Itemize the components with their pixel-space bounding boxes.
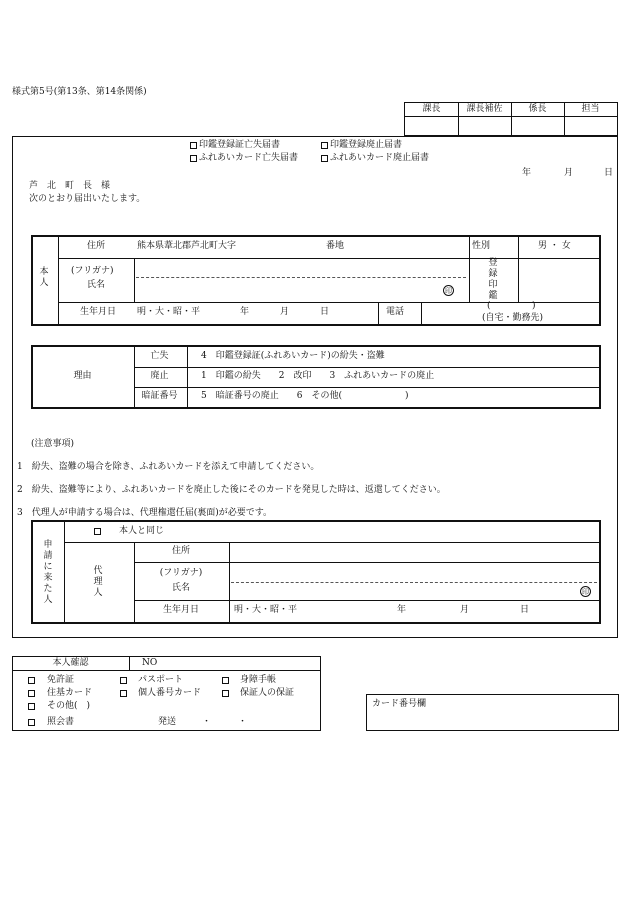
id-label-juki: 住基カード xyxy=(47,688,93,698)
date-month: 月 xyxy=(564,168,574,178)
approval-col-section-chief: 課長 xyxy=(422,104,441,114)
applicant-section-label: 本人 xyxy=(39,267,49,288)
proxy-name-label: 氏名 xyxy=(171,583,190,593)
sex-label: 性別 xyxy=(472,241,491,251)
same-as-self-label: 本人と同じ xyxy=(119,526,165,536)
proxy-name-field[interactable] xyxy=(230,562,598,596)
registered-seal-box[interactable] xyxy=(519,258,599,300)
agent-label: 代理人 xyxy=(93,566,103,598)
name-field[interactable] xyxy=(137,277,437,297)
proxy-furigana-label: (フリガナ) xyxy=(159,568,203,578)
date-year: 年 xyxy=(522,168,532,178)
dob-day: 日 xyxy=(320,307,330,317)
option-checkbox[interactable] xyxy=(321,142,328,149)
option-seal-reg-abolish: 印鑑登録廃止届書 xyxy=(330,140,403,150)
id-checkbox-passport[interactable] xyxy=(120,677,127,684)
id-label-mynumber: 個人番号カード xyxy=(138,688,202,698)
option-checkbox[interactable] xyxy=(321,155,328,162)
proxy-dob-year: 年 xyxy=(397,605,407,615)
note-item-2: 2 紛失、盗難等により、ふれあいカードを廃止した後にそのカードを発見した時は、返還してください。 xyxy=(17,485,446,495)
reason-type-pin: 暗証番号 xyxy=(141,391,178,401)
id-label-license: 免許証 xyxy=(47,675,75,685)
reason-type-lost: 亡失 xyxy=(150,351,169,361)
phone-label: 電話 xyxy=(386,307,405,317)
proxy-section-label: 申請に来た人 xyxy=(43,540,53,605)
approval-col-deputy-chief: 課長補佐 xyxy=(466,104,503,114)
id-label-passport: パスポート xyxy=(138,675,184,685)
id-checkbox-other[interactable] xyxy=(28,703,35,710)
dob-year: 年 xyxy=(240,307,250,317)
phone-note: (自宅・勤務先) xyxy=(482,313,544,323)
reason-label: 理由 xyxy=(73,371,92,381)
proxy-address-label: 住所 xyxy=(171,546,190,556)
proxy-address-field[interactable] xyxy=(230,542,598,559)
reason-type-abolish: 廃止 xyxy=(150,371,169,381)
name-label: 氏名 xyxy=(87,280,106,290)
date-day: 日 xyxy=(604,168,614,178)
id-checkbox-guarantor[interactable] xyxy=(222,690,229,697)
same-as-self-checkbox[interactable] xyxy=(94,528,101,535)
sent-date-dots: ・ ・ xyxy=(202,717,248,727)
approval-col-staff: 担当 xyxy=(581,104,600,114)
notes-title: (注意事項) xyxy=(31,439,75,449)
approval-col-unit-chief: 係長 xyxy=(528,104,547,114)
dob-era[interactable]: 明・大・昭・平 xyxy=(137,307,201,317)
id-label-guarantor: 保証人の保証 xyxy=(240,688,295,698)
registered-seal-label: 登録印鑑 xyxy=(488,258,498,301)
id-checkbox-license[interactable] xyxy=(28,677,35,684)
approval-table xyxy=(404,102,618,136)
banchi-label: 番地 xyxy=(326,241,345,251)
sex-options[interactable]: 男 ・ 女 xyxy=(538,241,571,251)
option-fureai-card-abolish: ふれあいカード廃止届書 xyxy=(330,153,430,163)
dob-month: 月 xyxy=(280,307,290,317)
phone-paren-open: ( xyxy=(487,301,491,311)
phone-field[interactable] xyxy=(492,301,530,312)
id-label-other: その他( ) xyxy=(47,701,91,711)
furigana-label: (フリガナ) xyxy=(71,266,114,276)
option-checkbox[interactable] xyxy=(190,155,197,162)
reason-text-abolish[interactable]: 1 印鑑の紛失 2 改印 3 ふれあいカードの廃止 xyxy=(201,371,435,381)
id-label-disability: 身障手帳 xyxy=(240,675,277,685)
inquiry-checkbox[interactable] xyxy=(28,719,35,726)
proxy-dob-label: 生年月日 xyxy=(162,605,199,615)
phone-paren-close: ) xyxy=(532,301,536,311)
option-seal-cert-lost: 印鑑登録証亡失届書 xyxy=(199,140,281,150)
proxy-dob-era[interactable]: 明・大・昭・平 xyxy=(234,605,298,615)
intro-text: 次のとおり届出いたします。 xyxy=(29,194,146,204)
address-label: 住所 xyxy=(87,241,106,251)
dob-label: 生年月日 xyxy=(80,307,117,317)
address-value: 熊本県葦北郡芦北町大字 xyxy=(137,241,237,251)
seal-mark-icon: 印 xyxy=(445,287,452,295)
proxy-seal-mark-icon: 印 xyxy=(582,588,589,596)
sent-label: 発送 xyxy=(158,717,177,727)
furigana-field[interactable] xyxy=(137,258,457,274)
note-item-3: 3 代理人が申請する場合は、代理権還任届(裏面)が必要です。 xyxy=(17,508,273,518)
reason-text-lost[interactable]: 4 印鑑登録証(ふれあいカード)の紛失・盗難 xyxy=(201,351,385,361)
note-item-1: 1 紛失、盗難の場合を除き、ふれあいカードを添えて申請してください。 xyxy=(17,462,320,472)
reason-text-pin[interactable]: 5 暗証番号の廃止 6 その他( ) xyxy=(201,391,409,401)
verification-no-label: NO xyxy=(142,658,158,668)
inquiry-label: 照会書 xyxy=(47,717,75,727)
verification-title: 本人確認 xyxy=(52,658,89,668)
proxy-dob-month: 月 xyxy=(460,605,470,615)
id-checkbox-mynumber[interactable] xyxy=(120,690,127,697)
addressee: 芦 北 町 長 様 xyxy=(29,181,111,191)
option-checkbox[interactable] xyxy=(190,142,197,149)
id-checkbox-juki[interactable] xyxy=(28,690,35,697)
id-checkbox-disability[interactable] xyxy=(222,677,229,684)
card-number-label: カード番号欄 xyxy=(372,699,427,709)
form-number: 様式第5号(第13条、第14条関係) xyxy=(12,87,147,97)
option-fureai-card-lost: ふれあいカード亡失届書 xyxy=(199,153,299,163)
proxy-dob-day: 日 xyxy=(520,605,530,615)
